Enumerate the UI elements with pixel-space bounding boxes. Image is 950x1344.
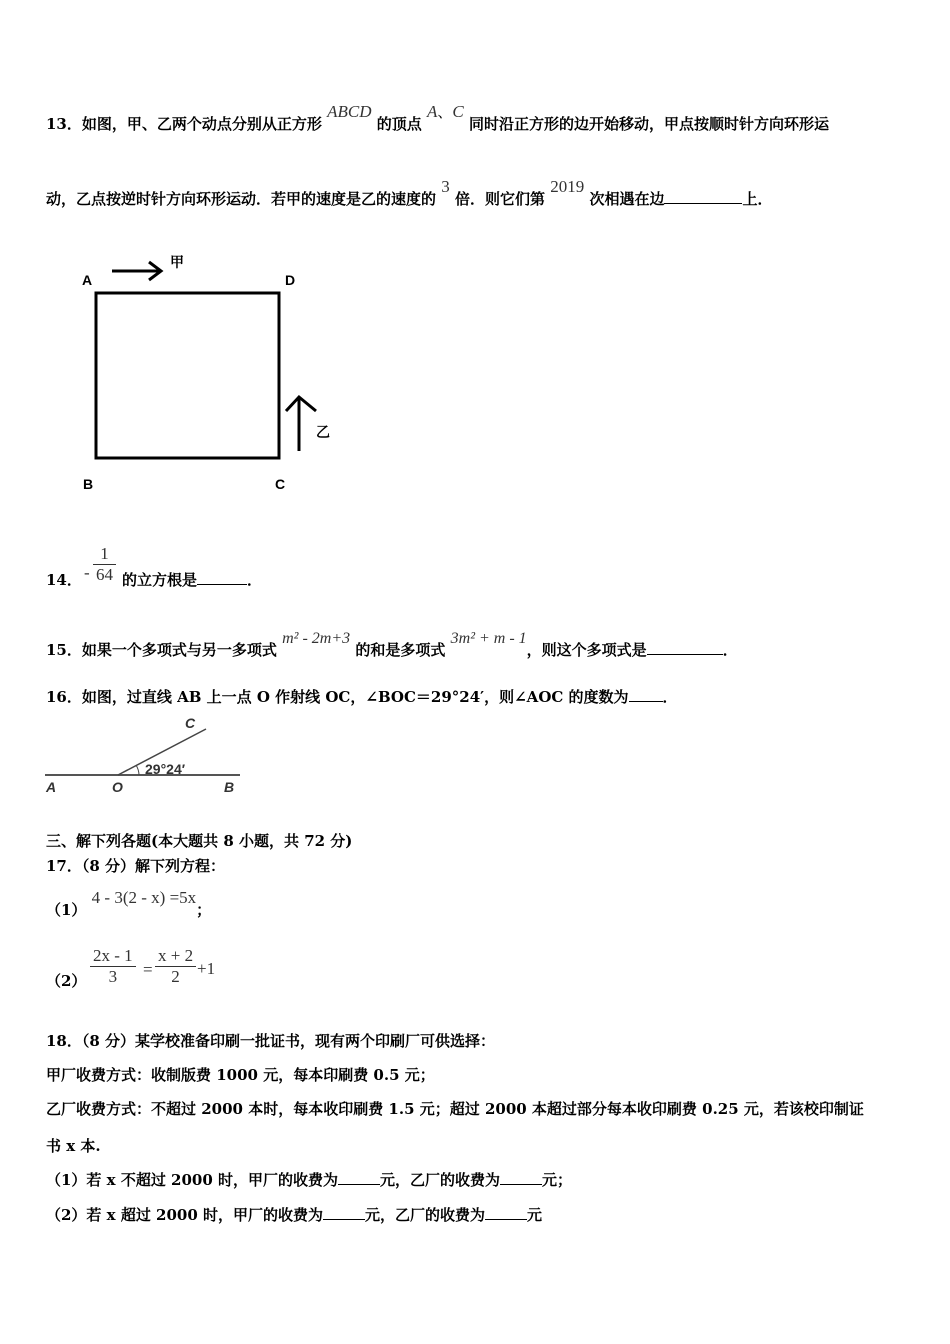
q15-line: 15．如果一个多项式与另一多项式 m² - 2m+3 的和是多项式 3m² + m - 1，则这个多项式是 ．: [46, 630, 738, 659]
math-three: 3: [441, 177, 450, 196]
q18-part2: （2）若 x 超过 2000 时，甲厂的收费为 元，乙厂的收费为 元: [46, 1206, 543, 1224]
math-expr1: m² - 2m+3: [282, 630, 351, 647]
q16-answer-blank[interactable]: [629, 687, 663, 702]
q13-line2: 动，乙点按逆时针方向环形运动．若甲的速度是乙的速度的 3 倍．则它们第 2019 次相遇在边 上．: [46, 177, 773, 208]
q18-p1-yi-blank[interactable]: [500, 1170, 542, 1185]
section3-title: 三、解下列各题(本大题共 8 小题，共 72 分): [46, 832, 353, 850]
angle-arc: [136, 765, 139, 775]
q18-p2-yi-blank[interactable]: [485, 1205, 527, 1220]
label-a: A: [82, 272, 93, 288]
label-c: C: [275, 476, 286, 492]
q13-square-figure: [70, 245, 350, 495]
square-abcd: [96, 293, 279, 458]
q15-number: 15．: [46, 641, 82, 659]
q18-part1: （1）若 x 不超过 2000 时，甲厂的收费为 元，乙厂的收费为 元；: [46, 1171, 573, 1189]
label-jia: 甲: [170, 255, 184, 271]
label-b: B: [83, 476, 94, 492]
label-c: C: [185, 715, 196, 731]
math-equation1: 4 - 3(2 - x) =5x: [91, 888, 197, 907]
label-b: B: [224, 779, 235, 795]
math-square-abcd: ABCD: [327, 102, 372, 121]
q18-jia-pricing: 甲厂收费方式：收制版费 1000 元，每本印刷费 0.5 元；: [46, 1066, 435, 1084]
math-expr2: 3m² + m - 1: [450, 630, 527, 647]
q15-answer-blank[interactable]: [647, 640, 723, 655]
q18-p1-jia-blank[interactable]: [338, 1170, 380, 1185]
label-yi: 乙: [316, 425, 330, 441]
q17-part1: （1） 4 - 3(2 - x) =5x；: [46, 888, 212, 919]
q18-yi-pricing: 乙厂收费方式：不超过 2000 本时，每本收印刷费 1.5 元；超过 2000 本超过部分每本收印刷费 0.25 元，若该校印制证: [46, 1100, 864, 1118]
q17-header: 17．（8 分）解下列方程：: [46, 857, 226, 875]
q16-number: 16．: [46, 688, 82, 706]
q16-angle-figure: [40, 712, 250, 798]
q14-answer-blank[interactable]: [197, 570, 247, 585]
label-o: O: [112, 779, 123, 795]
q14-number: 14．: [46, 571, 82, 589]
q18-p2-jia-blank[interactable]: [323, 1205, 365, 1220]
q13-number: 13．: [46, 115, 82, 133]
q13-line1: 13．如图，甲、乙两个动点分别从正方形 ABCD 的顶点 A、C 同时沿正方形的边开始移动，甲点按顺时针方向环形运: [46, 102, 829, 133]
q18-header: 18．（8 分）某学校准备印刷一批证书，现有两个印刷厂可供选择：: [46, 1032, 496, 1050]
q14-fraction: $\frac{1}{64}$: [93, 544, 116, 585]
q13-answer-blank[interactable]: [664, 189, 742, 204]
math-2019: 2019: [550, 177, 585, 196]
q16-line: 16．如图，过直线 AB 上一点 O 作射线 OC，∠BOC＝29°24′，则∠AOC 的度数为 ．: [46, 688, 678, 706]
q17-fraction1: $\frac{2x - 1}{3}$: [90, 946, 136, 987]
math-vertex-c: C: [452, 102, 464, 121]
angle-label: 29°24′: [145, 761, 186, 777]
label-a: A: [46, 779, 57, 795]
q18-yi-pricing-cont: 书 x 本.: [46, 1137, 101, 1155]
math-vertex-a: A: [427, 102, 438, 121]
q17-fraction2: $\frac{x + 2}{2}$: [155, 946, 196, 987]
label-d: D: [285, 272, 296, 288]
